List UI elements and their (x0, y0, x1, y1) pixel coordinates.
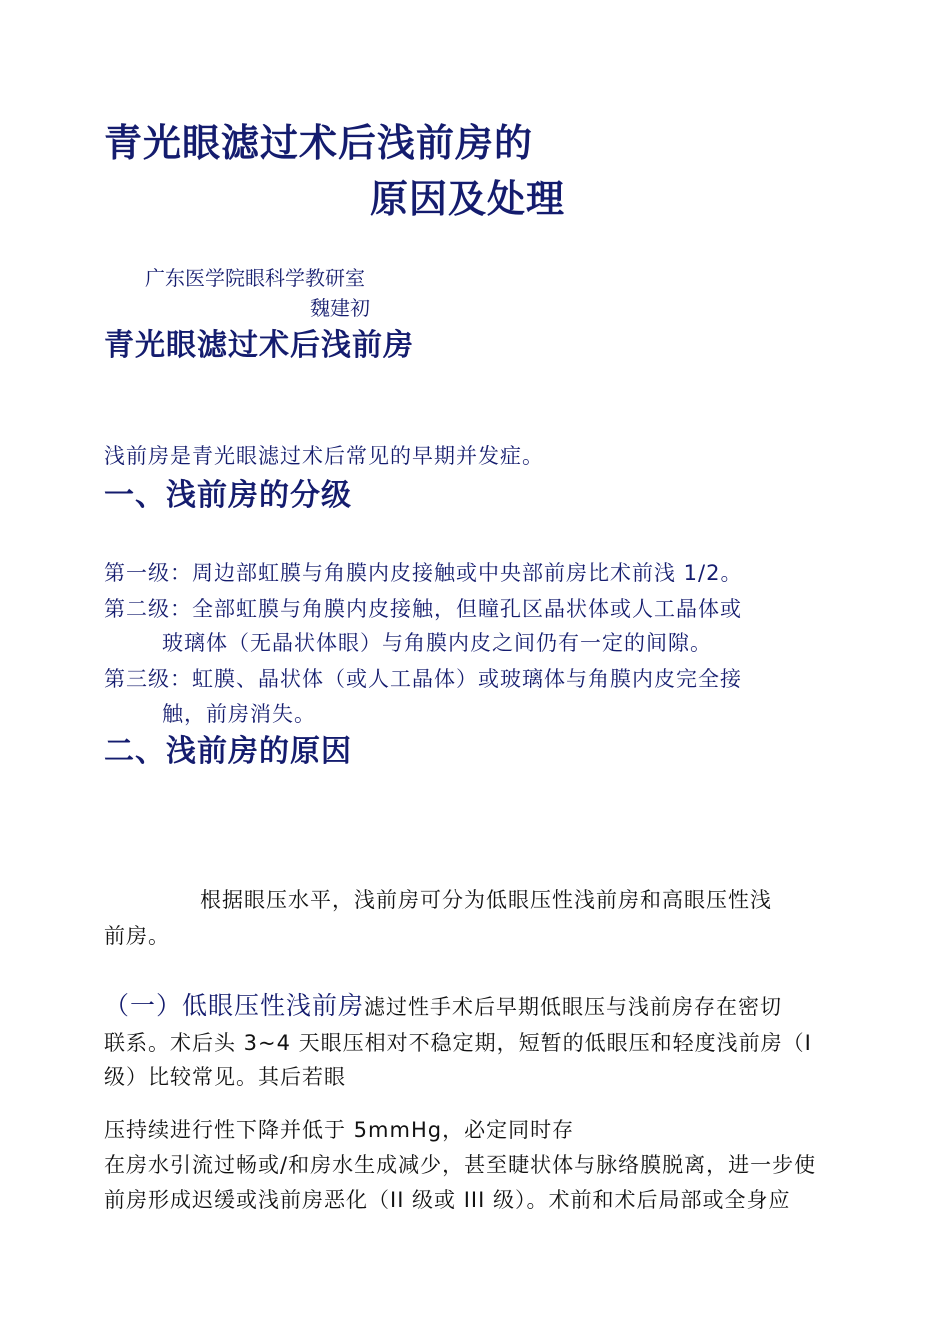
subsection-heading: （一）低眼压性浅前房 (104, 991, 365, 1020)
section-title: 青光眼滤过术后浅前房 (104, 328, 414, 363)
grade-2-line-2: 玻璃体（无晶状体眼）与角膜内皮之间仍有一定的间隙。 (162, 631, 712, 655)
heading-grading: 一、浅前房的分级 (104, 478, 352, 513)
title-line-2: 原因及处理 (370, 177, 566, 221)
author-name: 魏建初 (310, 296, 370, 320)
intro-text: 浅前房是青光眼滤过术后常见的早期并发症。 (104, 444, 544, 468)
causes-para-line-2: 前房。 (104, 924, 170, 948)
grade-2-line-1: 第二级：全部虹膜与角膜内皮接触，但瞳孔区晶状体或人工晶体或 (104, 597, 742, 621)
subsection-line-2: 联系。术后头 3~4 天眼压相对不稳定期，短暂的低眼压和轻度浅前房（I (104, 1031, 812, 1055)
grade-1: 第一级：周边部虹膜与角膜内皮接触或中央部前房比术前浅 1/2。 (104, 561, 743, 585)
subsection-line-5: 在房水引流过畅或/和房水生成减少，甚至睫状体与脉络膜脱离，进一步使 (104, 1153, 817, 1177)
subsection-line-1-text: 滤过性手术后早期低眼压与浅前房存在密切 (364, 995, 783, 1019)
subsection-line-1 (104, 986, 782, 1022)
subsection-line-3: 级）比较常见。其后若眼 (104, 1065, 346, 1089)
title-line-1: 青光眼滤过术后浅前房的 (104, 121, 534, 165)
grade-3-line-1: 第三级：虹膜、晶状体（或人工晶体）或玻璃体与角膜内皮完全接 (104, 667, 742, 691)
author-affiliation: 广东医学院眼科学教研室 (145, 266, 365, 290)
grade-3-line-2: 触，前房消失。 (162, 702, 316, 726)
subsection-line-6: 前房形成迟缓或浅前房恶化（II 级或 III 级）。术前和术后局部或全身应 (104, 1188, 791, 1212)
subsection-line-4: 压持续进行性下降并低于 5mmHg，必定同时存 (104, 1118, 575, 1142)
causes-para-line-1: 根据眼压水平，浅前房可分为低眼压性浅前房和高眼压性浅 (200, 888, 772, 912)
heading-causes: 二、浅前房的原因 (104, 734, 352, 769)
